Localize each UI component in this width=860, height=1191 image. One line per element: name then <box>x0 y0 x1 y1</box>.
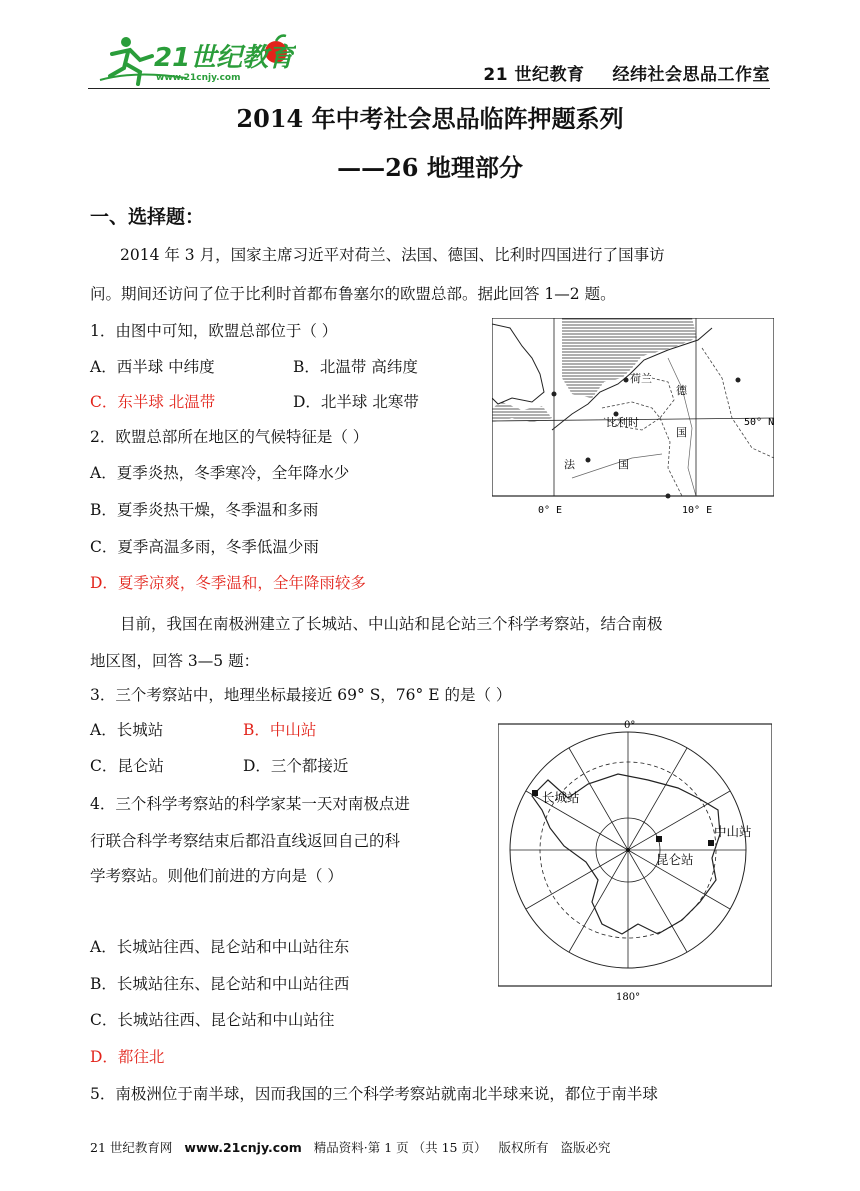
antarctica-map <box>498 718 772 1002</box>
south-pole <box>626 848 630 852</box>
page-subtitle: ——26 地理部分 <box>337 153 523 182</box>
city-dot <box>586 458 591 463</box>
question-stem: 学考察站。则他们前进的方向是（ ） <box>90 867 343 885</box>
station-marker <box>656 836 662 842</box>
label-10e: 10° E <box>682 505 713 516</box>
label-belgium: 比利时 <box>606 416 639 429</box>
footer-site: 21 世纪教育网 <box>90 1140 173 1155</box>
question-stem: 5．南极洲位于南半球，因而我国的三个科学考察站就南北半球来说，都位于南半球 <box>90 1085 658 1103</box>
site-logo <box>96 30 296 90</box>
option: A．长城站 <box>90 721 164 739</box>
label-kunlun: 昆仑站 <box>656 852 694 867</box>
label-france-2: 国 <box>618 458 629 471</box>
studio-name: 经纬社会思品工作室 <box>612 65 770 85</box>
label-netherlands: 荷兰 <box>630 372 652 385</box>
label-changcheng: 长城站 <box>542 790 580 805</box>
question-stem: 1．由图中可知，欧盟总部位于（ ） <box>90 322 338 340</box>
question-stem: 4．三个科学考察站的科学家某一天对南极点进 <box>90 795 410 813</box>
answer-option: D．夏季凉爽，冬季温和，全年降雨较多 <box>90 574 366 592</box>
intro-line: 问。期间还访问了位于比利时首都布鲁塞尔的欧盟总部。据此回答 1—2 题。 <box>90 285 616 303</box>
question-stem: 2．欧盟总部所在地区的气候特征是（ ） <box>90 428 369 446</box>
page-title: 2014 年中考社会思品临阵押题系列 <box>236 104 624 133</box>
logo-url: www.21cnjy.com <box>156 73 241 83</box>
section-heading: 一、选择题： <box>90 206 205 228</box>
option: C．长城站往西、昆仑站和中山站往 <box>90 1011 335 1029</box>
label-0-meridian: 0° <box>624 720 636 731</box>
city-dot <box>736 378 741 383</box>
answer-option: D．都往北 <box>90 1048 165 1066</box>
label-germany-2: 国 <box>676 426 687 439</box>
label-france-1: 法 <box>564 458 575 471</box>
footer-page: 精品资料·第 1 页 （共 15 页） <box>313 1140 487 1155</box>
option: A．长城站往西、昆仑站和中山站往东 <box>90 938 350 956</box>
answer-option: C．东半球 北温带 <box>90 393 216 411</box>
europe-map <box>492 318 774 518</box>
intro-line: 目前，我国在南极洲建立了长城站、中山站和昆仑站三个科学考察站，结合南极 <box>120 615 663 633</box>
logo-text: 21世纪教育 <box>154 43 295 73</box>
option: A．西半球 中纬度 <box>90 358 215 376</box>
page-footer <box>90 1138 622 1156</box>
option: B．北温带 高纬度 <box>293 358 418 376</box>
footer-piracy: 盗版必究 <box>560 1140 611 1155</box>
label-180-meridian: 180° <box>616 992 641 1002</box>
city-dot <box>624 378 629 383</box>
label-zhongshan: 中山站 <box>714 824 752 839</box>
city-dot <box>666 494 671 499</box>
option: A．夏季炎热，冬季寒冷，全年降水少 <box>90 464 350 482</box>
option: D．三个都接近 <box>243 757 349 775</box>
header-divider <box>88 88 770 89</box>
option: B．夏季炎热干燥，冬季温和多雨 <box>90 501 319 519</box>
station-marker <box>532 790 538 796</box>
city-dot <box>552 392 557 397</box>
option: C．昆仑站 <box>90 757 164 775</box>
question-stem: 3．三个考察站中，地理坐标最接近 69° S，76° E 的是（ ） <box>90 686 512 704</box>
footer-url[interactable]: www.21cnjy.com <box>184 1140 302 1155</box>
option: C．夏季高温多雨，冬季低温少雨 <box>90 538 319 556</box>
label-0e: 0° E <box>538 505 563 516</box>
footer-rights: 版权所有 <box>498 1140 549 1155</box>
question-stem: 行联合科学考察结束后都沿直线返回自己的科 <box>90 832 401 850</box>
intro-line: 2014 年 3 月，国家主席习近平对荷兰、法国、德国、比利时四国进行了国事访 <box>120 246 665 264</box>
header-brand <box>483 60 770 85</box>
option: D．北半球 北寒带 <box>293 393 419 411</box>
answer-option: B．中山站 <box>243 721 317 739</box>
option: B．长城站往东、昆仑站和中山站往西 <box>90 975 350 993</box>
label-germany-1: 德 <box>676 384 687 397</box>
intro-line: 地区图，回答 3—5 题： <box>90 652 260 670</box>
station-marker <box>708 840 714 846</box>
brand-name: 21 世纪教育 <box>483 65 585 85</box>
label-50n: 50° N <box>744 417 774 428</box>
